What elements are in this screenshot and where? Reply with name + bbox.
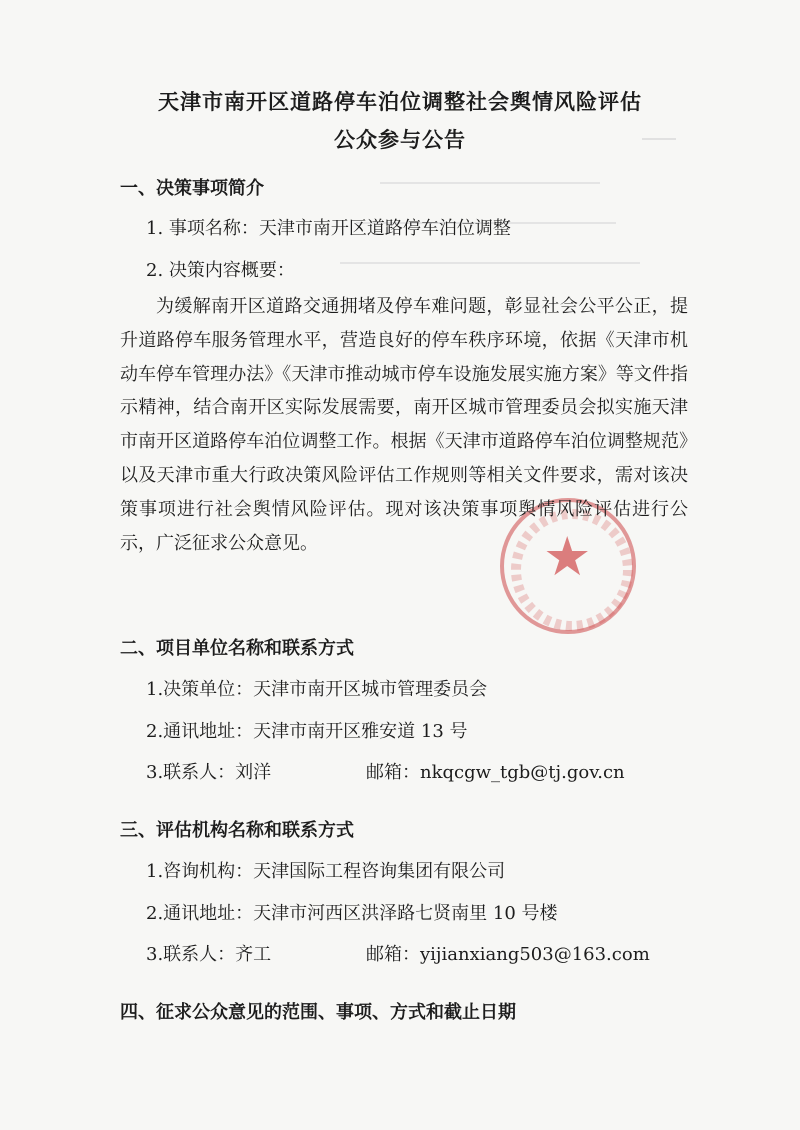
document-subtitle: 公众参与公告 [334, 128, 466, 152]
s2-email: 邮箱：nkqcgw_tgb@tj.gov.cn [366, 762, 625, 783]
document-title: 天津市南开区道路停车泊位调整社会舆情风险评估 [158, 90, 642, 114]
s1-item-2: 2. 决策内容概要： [146, 260, 295, 281]
s3-item-3: 3.联系人：齐工 [146, 944, 272, 965]
s2-item-3: 3.联系人：刘洋 [146, 762, 272, 783]
s2-item-1: 1.决策单位：天津市南开区城市管理委员会 [146, 679, 488, 700]
s1-item-1: 1. 事项名称：天津市南开区道路停车泊位调整 [146, 218, 511, 239]
s3-item-2: 2.通讯地址：天津市河西区洪泽路七贤南里 10 号楼 [146, 903, 558, 924]
s1-paragraph: 为缓解南开区道路交通拥堵及停车难问题，彰显社会公平公正，提升道路停车服务管理水平，营造良好的停车秩序环境，依据《天津市机动车停车管理办法》《天津市推动城市停车设施发展实施方案》等文件指示精神，结合南开区实际发展需要，南开区城市管理委员会拟实施天津市南开区道路停车泊位调整工作。根据《天津市道路停车泊位调整规范》以及天津市重大行政决策风险评估工作规则等相关文件要求，需对该决策事项进行社会舆情风险评估。现对该决策事项舆情风险评估进行公示，广泛征求公众意见。 [120, 296, 688, 554]
section-heading-1: 一、决策事项简介 [120, 178, 264, 199]
show-through-mark [340, 262, 640, 264]
s3-email: 邮箱：yijianxiang503@163.com [366, 944, 650, 965]
section-heading-3: 三、评估机构名称和联系方式 [120, 820, 354, 841]
section-heading-2: 二、项目单位名称和联系方式 [120, 638, 354, 659]
s3-item-1: 1.咨询机构：天津国际工程咨询集团有限公司 [146, 861, 506, 882]
section-heading-4: 四、征求公众意见的范围、事项、方式和截止日期 [120, 1002, 516, 1023]
seal-star-icon: ★ [543, 525, 592, 588]
s2-item-2: 2.通讯地址：天津市南开区雅安道 13 号 [146, 721, 468, 742]
show-through-mark [380, 182, 600, 184]
